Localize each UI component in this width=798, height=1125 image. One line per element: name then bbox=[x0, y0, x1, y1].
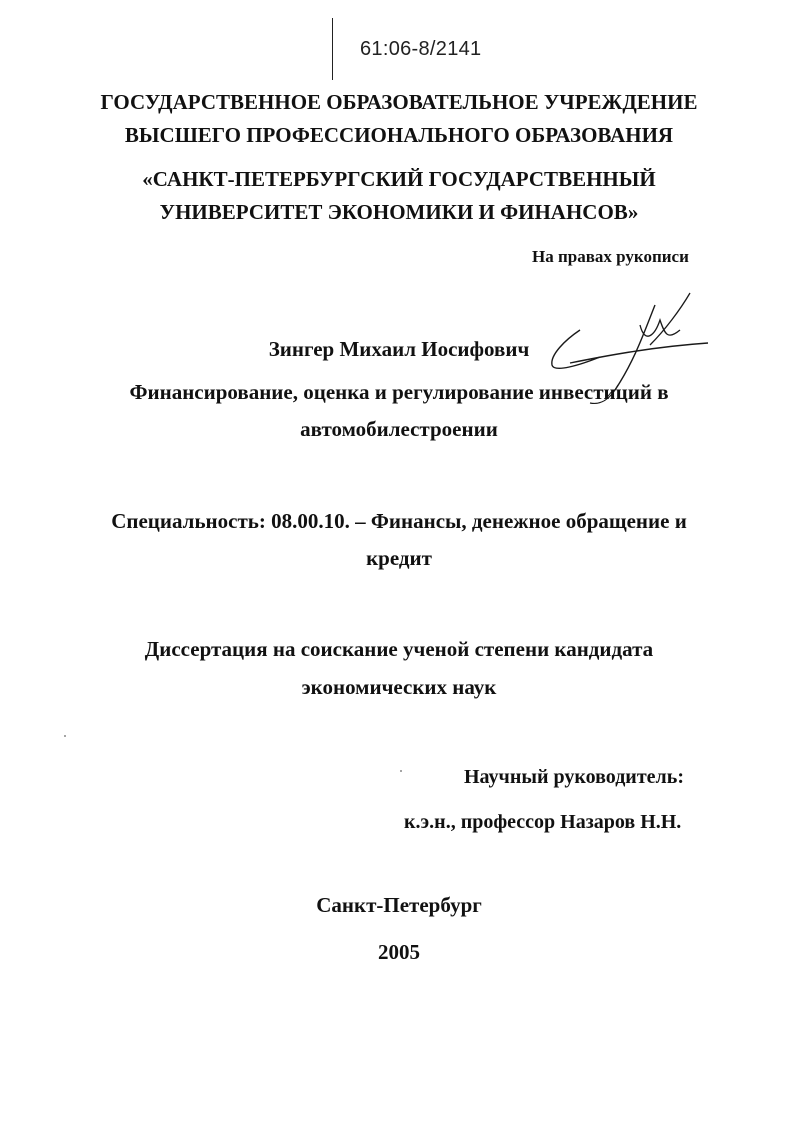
dissertation-title-line-1: Финансирование, оценка и регулирование инвестиций в bbox=[129, 380, 669, 404]
degree-line-1: Диссертация на соискание ученой степени кандидата bbox=[144, 637, 654, 661]
specialty-line-1: Специальность: 08.00.10. – Финансы, денежное обращение и bbox=[111, 509, 687, 533]
supervisor-name: к.э.н., профессор Назаров Н.Н. bbox=[404, 811, 682, 833]
registration-number: 61:06-8/2141 bbox=[360, 38, 482, 60]
institution-line-2: ВЫСШЕГО ПРОФЕССИОНАЛЬНОГО ОБРАЗОВАНИЯ bbox=[124, 123, 674, 147]
university-line-1: «САНКТ-ПЕТЕРБУРГСКИЙ ГОСУДАРСТВЕННЫЙ bbox=[142, 167, 656, 191]
degree-line-2: экономических наук bbox=[301, 675, 497, 699]
author-name: Зингер Михаил Иосифович bbox=[268, 337, 530, 361]
scan-speck bbox=[400, 770, 402, 772]
institution-line-1: ГОСУДАРСТВЕННОЕ ОБРАЗОВАТЕЛЬНОЕ УЧРЕЖДЕНИЕ bbox=[100, 90, 698, 114]
supervisor-label: Научный руководитель: bbox=[464, 766, 684, 788]
specialty-line-2: кредит bbox=[366, 546, 432, 570]
rights-note: На правах рукописи bbox=[532, 247, 689, 266]
scan-speck bbox=[64, 735, 66, 737]
year: 2005 bbox=[378, 940, 420, 964]
dissertation-title-line-2: автомобилестроении bbox=[300, 417, 498, 441]
university-line-2: УНИВЕРСИТЕТ ЭКОНОМИКИ И ФИНАНСОВ» bbox=[159, 200, 639, 224]
city: Санкт-Петербург bbox=[316, 893, 482, 917]
margin-mark bbox=[332, 18, 333, 80]
